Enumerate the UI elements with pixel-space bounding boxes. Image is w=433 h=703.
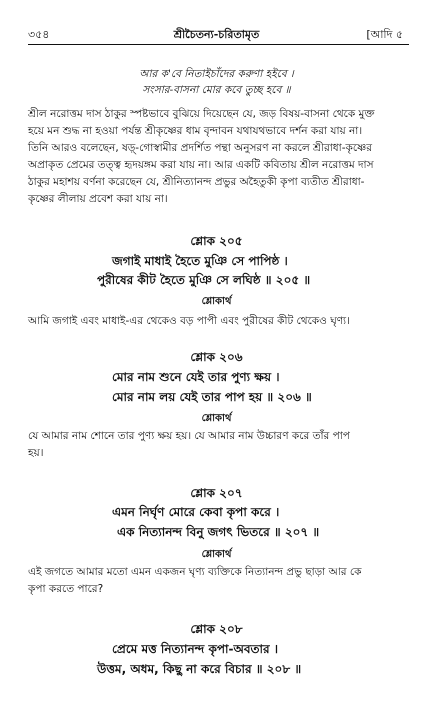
quote-line-2: সংসার-বাসনা মোর কবে তুচ্ছ হবে ॥ (142, 84, 291, 96)
running-title: শ্রীচৈতন্য-চরিতামৃত (173, 28, 260, 41)
translation-text (28, 313, 413, 330)
translation-label: শ্লোকার্থ (201, 413, 232, 424)
quote-line-1: আর ক'বে নিতাইচাঁদের করুণা হইবে । (139, 68, 294, 80)
verse-label: শ্লোক ২০৫ (190, 234, 243, 248)
intro-line: ঠাকুর মহাশয় বর্ণনা করেছেন যে, শ্রীনিত্যানন্দ প্রভুর অহৈতুকী কৃপা ব্যতীত শ্রীরাধা- (28, 176, 365, 188)
intro-line: তিনি আরও বলেছেন, ষড়্-গোস্বামীর প্রদর্শিত পন্থা অনুসরণ না করলে শ্রীরাধা-কৃষ্ণের (28, 142, 372, 154)
translation-label: শ্লোকার্থ (201, 549, 232, 560)
verse-label: শ্লোক ২০৭ (190, 486, 243, 500)
verse-line: জগাই মাধাই হৈতে মুঞি সে পাপিষ্ঠ । (112, 254, 288, 268)
intro-paragraph (28, 106, 413, 208)
translation-label: শ্লোকার্থ (201, 296, 232, 307)
translation-line: হয়। (28, 447, 44, 459)
verse-line: উত্তম, অধম, কিছু না করে বিচার ॥ ২০৮ ॥ (97, 662, 302, 676)
intro-line: হয়ে মন শুদ্ধ না হওয়া পর্যন্ত শ্রীকৃষ্ণের ধাম বৃন্দাবন যথাযথভাবে দর্শন করা যায় না। (28, 125, 363, 137)
header-rule (28, 44, 409, 45)
verse-line: এক নিত্যানন্দ বিনু জগৎ ভিতরে ॥ ২০৭ ॥ (117, 525, 320, 539)
page-header (0, 26, 433, 42)
intro-line: কৃষ্ণের লীলায় প্রবেশ করা যায় না। (28, 193, 168, 205)
chapter-reference: [আদি ৫ (366, 28, 403, 41)
verse-line: প্রেমে মত্ত নিত্যানন্দ কৃপা-অবতার । (112, 642, 279, 656)
translation-text (28, 564, 413, 598)
intro-line: শ্রীল নরোত্তম দাস ঠাকুর স্পষ্টভাবে বুঝিয়ে দিয়েছেন যে, জড় বিষয়-বাসনা থেকে মুক্ত (28, 108, 375, 120)
verse-label: শ্লোক ২০৮ (190, 622, 243, 636)
verse-line: এমন নির্ঘৃণ মোরে কেবা কৃপা করে । (112, 505, 280, 519)
translation-text (28, 428, 413, 462)
verse-line: মোর নাম শুনে যেই তার পুণ্য ক্ষয় । (112, 370, 280, 384)
intro-line: অপ্রাকৃত প্রেমের তত্ত্ব হৃদয়ঙ্গম করা যায় না। আর একটি কবিতায় শ্রীল নরোত্তম দাস (28, 159, 374, 171)
translation-line: কৃপা করতে পারে? (28, 583, 104, 595)
translation-line: যে আমার নাম শোনে তার পুণ্য ক্ষয় হয়। যে আমার নাম উচ্চারণ করে তাঁর পাপ (28, 430, 350, 442)
verse-line: মোর নাম লয় যেই তার পাপ হয় ॥ ২০৬ ॥ (112, 390, 312, 404)
verse-line: পুরীষের কীট হৈতে মুঞি সে লঘিষ্ঠ ॥ ২০৫ ॥ (97, 273, 311, 287)
page-number: ৩৫৪ (28, 28, 50, 41)
translation-line: আমি জগাই এবং মাধাই-এর থেকেও বড় পাপী এবং পুরীষের কীট থেকেও ঘৃণ্য। (28, 315, 350, 327)
verse-label: শ্লোক ২০৬ (190, 350, 243, 364)
translation-line: এই জগতে আমার মতো এমন একজন ঘৃণ্য ব্যক্তিকে নিত্যানন্দ প্রভু ছাড়া আর কে (28, 566, 362, 578)
